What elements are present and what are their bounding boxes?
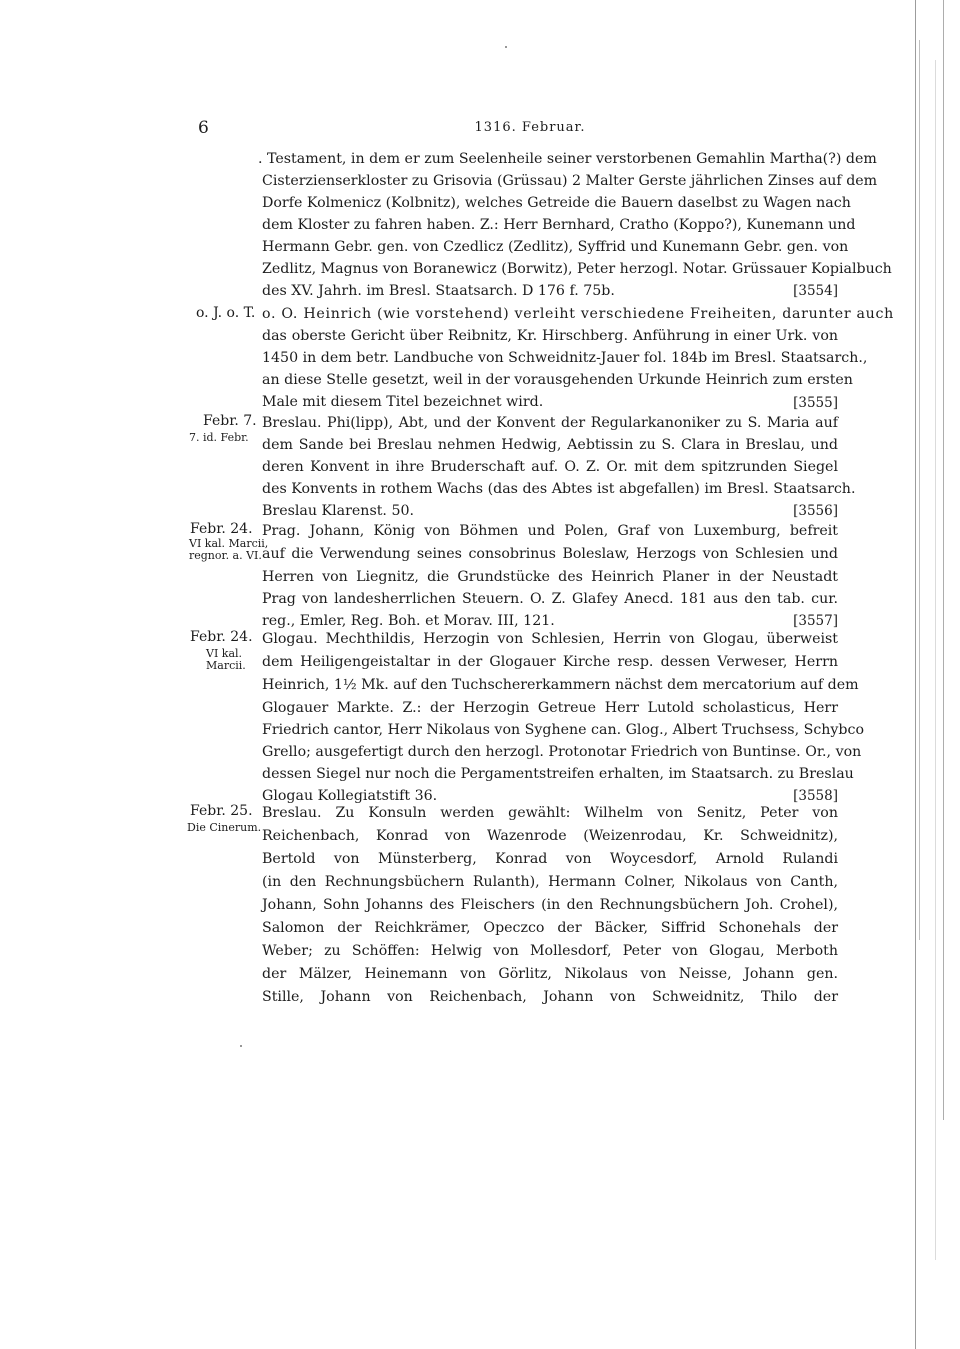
scan-speck (505, 46, 507, 48)
entry-line: . Testament, in dem er zum Seelenheile seiner verstorbenen Gemahlin Martha(?) dem (258, 151, 877, 167)
margin-roman-date: Marcii. (206, 659, 246, 672)
entry-line: Prag von landesherrlichen Steuern. O. Z. Glafey Anecd. 181 aus den tab. cur. (262, 591, 838, 607)
entry-line: o. O. Heinrich (wie vorstehend) verleiht verschiedene Freiheiten, darunter auch (262, 306, 894, 322)
margin-date: Febr. 24. (190, 629, 253, 645)
reference-number: [3555] (793, 395, 838, 411)
running-head: 1316. Februar. (474, 120, 586, 135)
entry-line: Breslau. Phi(lipp), Abt, und der Konvent der Regularkanoniker zu S. Maria auf (262, 415, 838, 431)
entry-line: Male mit diesem Titel bezeichnet wird. (262, 394, 544, 410)
entry-line: Johann, Sohn Johanns des Fleischers (in den Rechnungsbüchern Joh. Crohel), (262, 897, 838, 913)
entry-line: Stille, Johann von Reichenbach, Johann von Schweidnitz, Thilo der (262, 989, 838, 1005)
page-number: 6 (198, 118, 209, 138)
margin-date: o. J. o. T. (196, 305, 256, 321)
entry-line: Glogau. Mechthildis, Herzogin von Schlesien, Herrin von Glogau, überweist (262, 631, 838, 647)
entry-line: (in den Rechnungsbüchern Rulanth), Hermann Colner, Nikolaus von Canth, (262, 874, 838, 890)
entry-line: der Mälzer, Heinemann von Görlitz, Nikolaus von Neisse, Johann gen. (262, 966, 838, 982)
scan-speck (240, 1045, 242, 1047)
entry-line: dem Heiligengeistaltar in der Glogauer Kirche resp. dessen Verweser, Herrn (262, 654, 838, 670)
entry-line: Glogauer Markte. Z.: der Herzogin Getreue Herr Lutold scholasticus, Herr (262, 700, 838, 716)
entry-line: an diese Stelle gesetzt, weil in der vorausgehenden Urkunde Heinrich zum ersten (262, 372, 853, 388)
margin-roman-date: regnor. a. VI. (189, 549, 262, 562)
entry-line: Herren von Liegnitz, die Grundstücke des Heinrich Planer in der Neustadt (262, 569, 838, 585)
entry-line: Friedrich cantor, Herr Nikolaus von Syghene can. Glog., Albert Truchsess, Schybco (262, 722, 864, 738)
margin-roman-date: 7. id. Febr. (189, 431, 249, 444)
entry-line: dem Kloster zu fahren haben. Z.: Herr Bernhard, Cratho (Koppo?), Kunemann und (262, 217, 856, 233)
entry-line: Heinrich, 1½ Mk. auf den Tuchschererkammern nächst dem mercatorium auf dem (262, 677, 859, 693)
entry-line: das oberste Gericht über Reibnitz, Kr. Hirschberg. Anführung in einer Urk. von (262, 328, 838, 344)
entry-line: Reichenbach, Konrad von Wazenrode (Weizenrodau, Kr. Schweidnitz), (262, 828, 838, 844)
margin-date: Febr. 7. (203, 413, 257, 429)
entry-line: Salomon der Reichkrämer, Opeczco der Bäcker, Siffrid Schonehals der (262, 920, 838, 936)
entry-line: deren Konvent in ihre Bruderschaft auf. O. Z. Or. mit dem spitzrunden Siegel (262, 459, 838, 475)
margin-roman-date: Die Cinerum. (187, 821, 262, 834)
entry-line: Grello; ausgefertigt durch den herzogl. Protonotar Friedrich von Buntinse. Or., von (262, 744, 862, 760)
entry-line: auf die Verwendung seines consobrinus Boleslaw, Herzogs von Schlesien und (262, 546, 838, 562)
entry-line: Breslau. Zu Konsuln werden gewählt: Wilhelm von Senitz, Peter von (262, 805, 838, 821)
entry-line: Weber; zu Schöffen: Helwig von Mollesdorf, Peter von Glogau, Merboth (262, 943, 838, 959)
reference-number: [3557] (793, 613, 838, 629)
entry-line: Hermann Gebr. gen. von Czedlicz (Zedlitz), Syffrid und Kunemann Gebr. gen. von (262, 239, 849, 255)
entry-line: Breslau Klarenst. 50. (262, 503, 415, 519)
entry-line: reg., Emler, Reg. Boh. et Morav. III, 121. (262, 613, 555, 629)
entry-line: 1450 in dem betr. Landbuche von Schweidnitz-Jauer fol. 184b im Bresl. Staatsarch., (262, 350, 868, 366)
entry-line: Prag. Johann, König von Böhmen und Polen, Graf von Luxemburg, befreit (262, 523, 838, 539)
reference-number: [3558] (793, 788, 838, 804)
entry-line: des XV. Jahrh. im Bresl. Staatsarch. D 176 f. 75b. (262, 283, 615, 299)
entry-line: Cisterzienserkloster zu Grisovia (Grüssau) 2 Malter Gerste jährlichen Zinses auf dem (262, 173, 878, 189)
entry-line: dessen Siegel nur noch die Pergamentstreifen erhalten, im Staatsarch. zu Breslau (262, 766, 854, 782)
entry-line: Dorfe Kolmenicz (Kolbnitz), welches Getreide die Bauern daselbst zu Wagen nach (262, 195, 851, 211)
margin-roman-date: VI kal. Marcii, (189, 537, 269, 550)
margin-date: Febr. 24. (190, 521, 253, 537)
reference-number: [3554] (793, 283, 838, 299)
margin-roman-date: VI kal. (206, 647, 243, 660)
entry-line: des Konvents in rothem Wachs (das des Abtes ist abgefallen) im Bresl. Staatsarch. (262, 481, 856, 497)
entry-line: Glogau Kollegiatstift 36. (262, 788, 438, 804)
entry-line: Zedlitz, Magnus von Boranewicz (Borwitz), Peter herzogl. Notar. Grüssauer Kopialbuch (262, 261, 892, 277)
margin-date: Febr. 25. (190, 803, 253, 819)
entry-line: Bertold von Münsterberg, Konrad von Woycesdorf, Arnold Rulandi (262, 851, 838, 867)
reference-number: [3556] (793, 503, 838, 519)
scan-edge-artifact (905, 0, 955, 1349)
entry-line: dem Sande bei Breslau nehmen Hedwig, Aebtissin zu S. Clara in Breslau, und (262, 437, 838, 453)
